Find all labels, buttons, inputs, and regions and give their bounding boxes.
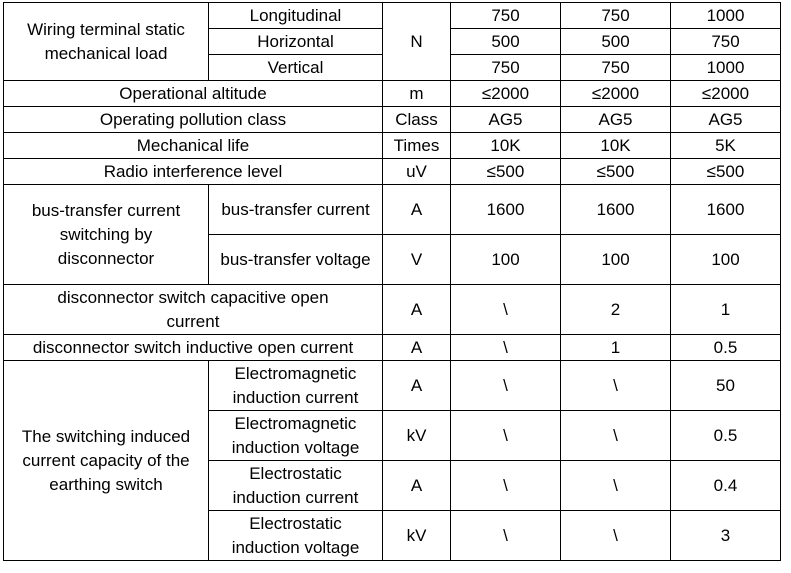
sub-label: bus-transfer current: [209, 185, 383, 235]
value-cell: 1000: [671, 55, 781, 81]
value-cell: 750: [451, 55, 561, 81]
sub-label: Electrostatic induction current: [209, 461, 383, 511]
value-cell: 100: [671, 235, 781, 285]
sub-label: Horizontal: [209, 29, 383, 55]
value-cell: 1600: [671, 185, 781, 235]
value-cell: ≤2000: [451, 81, 561, 107]
row-label: Radio interference level: [4, 159, 383, 185]
unit-cell: uV: [383, 159, 451, 185]
value-cell: 0.4: [671, 461, 781, 511]
unit-cell: kV: [383, 411, 451, 461]
value-cell: ≤500: [451, 159, 561, 185]
value-cell: 1: [561, 335, 671, 361]
row-label: Operating pollution class: [4, 107, 383, 133]
value-cell: 500: [561, 29, 671, 55]
unit-cell: V: [383, 235, 451, 285]
value-cell: ≤2000: [671, 81, 781, 107]
value-cell: AG5: [451, 107, 561, 133]
sub-label: Vertical: [209, 55, 383, 81]
value-cell: 750: [561, 3, 671, 29]
unit-cell: A: [383, 461, 451, 511]
value-cell: 3: [671, 511, 781, 561]
value-cell: 1600: [561, 185, 671, 235]
value-cell: \: [561, 361, 671, 411]
row-label: disconnector switch inductive open current: [4, 335, 383, 361]
value-cell: \: [451, 361, 561, 411]
value-cell: 50: [671, 361, 781, 411]
row-label: Operational altitude: [4, 81, 383, 107]
value-cell: 100: [451, 235, 561, 285]
unit-cell: A: [383, 335, 451, 361]
value-cell: 10K: [451, 133, 561, 159]
row-label: disconnector switch capacitive open current: [4, 285, 383, 335]
value-cell: 1: [671, 285, 781, 335]
value-cell: 750: [671, 29, 781, 55]
table-row: [4, 335, 781, 361]
value-cell: 100: [561, 235, 671, 285]
table-row: [4, 81, 781, 107]
value-cell: \: [451, 411, 561, 461]
value-cell: ≤500: [671, 159, 781, 185]
unit-cell: A: [383, 285, 451, 335]
unit-cell: N: [383, 3, 451, 81]
specification-table: [3, 2, 781, 561]
unit-cell: m: [383, 81, 451, 107]
row-label: Mechanical life: [4, 133, 383, 159]
value-cell: AG5: [671, 107, 781, 133]
unit-cell: A: [383, 185, 451, 235]
value-cell: \: [451, 461, 561, 511]
sub-label: Electromagnetic induction voltage: [209, 411, 383, 461]
value-cell: 1600: [451, 185, 561, 235]
table-row: [4, 159, 781, 185]
table-row: [4, 285, 781, 335]
sub-label: Electrostatic induction voltage: [209, 511, 383, 561]
value-cell: \: [561, 461, 671, 511]
value-cell: \: [561, 411, 671, 461]
earthing-switch-label: The switching induced current capacity of the earthing switch: [4, 361, 209, 561]
unit-cell: kV: [383, 511, 451, 561]
wiring-load-label: Wiring terminal static mechanical load: [4, 3, 209, 81]
bus-transfer-label: bus-transfer current switching by disconnector: [4, 185, 209, 285]
value-cell: 2: [561, 285, 671, 335]
unit-cell: A: [383, 361, 451, 411]
value-cell: AG5: [561, 107, 671, 133]
sub-label: bus-transfer voltage: [209, 235, 383, 285]
value-cell: \: [451, 511, 561, 561]
table-row: [4, 3, 781, 29]
unit-cell: Class: [383, 107, 451, 133]
table-row: [4, 133, 781, 159]
value-cell: 0.5: [671, 335, 781, 361]
unit-cell: Times: [383, 133, 451, 159]
value-cell: \: [451, 335, 561, 361]
value-cell: 10K: [561, 133, 671, 159]
sub-label: Longitudinal: [209, 3, 383, 29]
value-cell: 0.5: [671, 411, 781, 461]
value-cell: 500: [451, 29, 561, 55]
value-cell: \: [561, 511, 671, 561]
table-row: [4, 361, 781, 411]
value-cell: ≤2000: [561, 81, 671, 107]
value-cell: 750: [561, 55, 671, 81]
sub-label: Electromagnetic induction current: [209, 361, 383, 411]
value-cell: 750: [451, 3, 561, 29]
table-row: [4, 185, 781, 235]
value-cell: 5K: [671, 133, 781, 159]
value-cell: 1000: [671, 3, 781, 29]
value-cell: ≤500: [561, 159, 671, 185]
value-cell: \: [451, 285, 561, 335]
table-row: [4, 107, 781, 133]
